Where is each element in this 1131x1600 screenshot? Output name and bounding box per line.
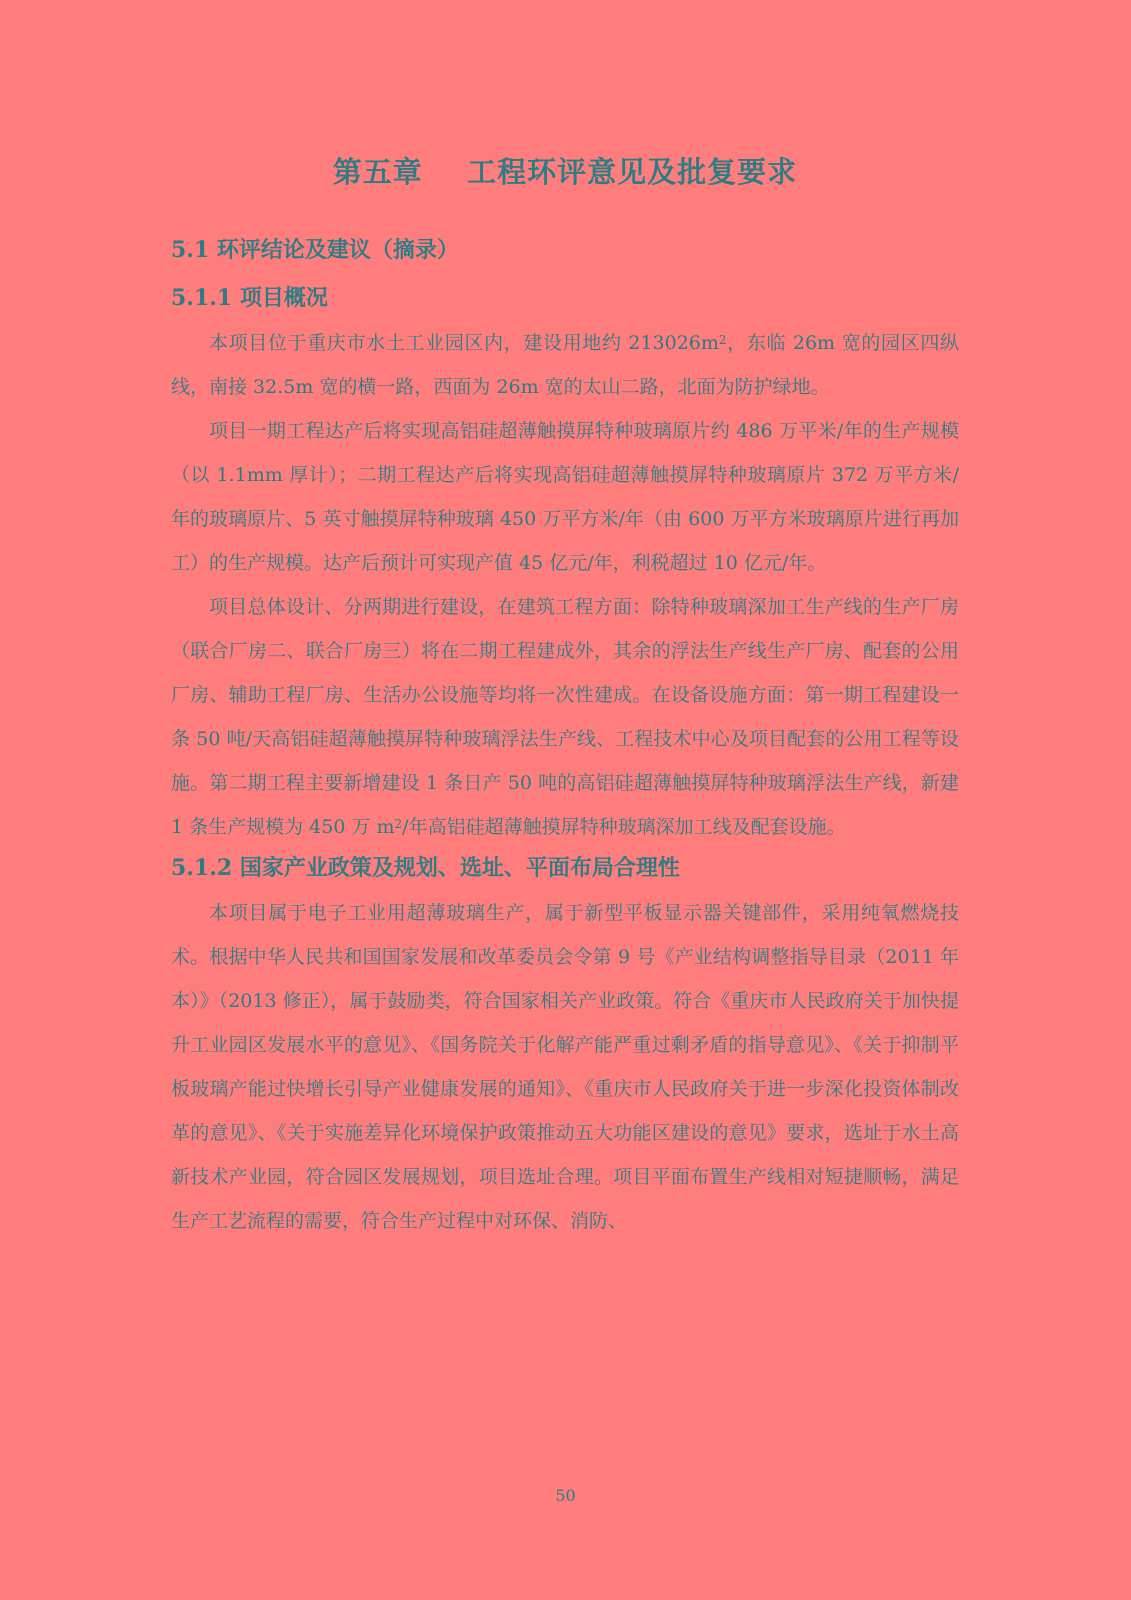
paragraph-construction-text-b: /年高铝硅超薄触摸屏特种玻璃深加工线及配套设施。 (402, 816, 846, 838)
page-number: 50 (555, 1486, 576, 1505)
paragraph-capacity: 项目一期工程达产后将实现高铝硅超薄触摸屏特种玻璃原片约 486 万平米/年的生产规模（以 1.1mm 厚计）；二期工程达产后将实现高铝硅超薄触摸屏特种玻璃原片 372 万平方米/年的玻璃原片、5 英寸触摸屏特种玻璃 450 万平方米/年（由 600 万平方米玻璃原片进行再加工）的生产规模。达产后预计可实现产值 45 亿元/年，利税超过 10 亿元/年。 (171, 420, 959, 574)
paragraph-policy: 本项目属于电子工业用超薄玻璃生产，属于新型平板显示器关键部件，采用纯氧燃烧技术。根据中华人民共和国国家发展和改革委员会令第 9 号《产业结构调整指导目录（2011 年本）》（2013 修正），属于鼓励类，符合国家相关产业政策。符合《重庆市人民政府关于加快提升工业园区发展水平的意见》、《国务院关于化解产能严重过剩矛盾的指导意见》、《关于抑制平板玻璃产能过快增长引导产业健康发展的通知》、《重庆市人民政府关于进一步深化投资体制改革的意见》、《关于实施差异化环境保护政策推动五大功能区建设的意见》要求，选址于水土高新技术产业园，符合园区发展规划，项目选址合理。项目平面布置生产线相对短捷顺畅，满足生产工艺流程的需要，符合生产过程中对环保、消防、 (171, 902, 959, 1232)
section-5-1-2-heading: 5.1.2 国家产业政策及规划、选址、平面布局合理性 (171, 855, 680, 881)
superscript-2: 2 (394, 817, 403, 831)
section-5-1-1-heading: 5.1.1 项目概况 (171, 285, 328, 311)
paragraph-location (171, 321, 959, 409)
superscript-2: 2 (718, 333, 727, 347)
section-5-1-heading: 5.1 环评结论及建议（摘录） (171, 237, 459, 263)
paragraph-location-text-a: 本项目位于重庆市水土工业园区内，建设用地约 213026m (209, 332, 719, 354)
paragraph-location-text-b: ，东临 26m 宽的园区四纵线，南接 32.5m 宽的横一路，西面为 26m 宽的太山二路，北面为防护绿地。 (171, 332, 959, 398)
paragraph-construction-text-a: 项目总体设计、分两期进行建设，在建筑工程方面：除特种玻璃深加工生产线的生产厂房（联合厂房二、联合厂房三）将在二期工程建成外，其余的浮法生产线生产厂房、配套的公用厂房、辅助工程厂房、生活办公设施等均将一次性建成。在设备设施方面：第一期工程建设一条 50 吨/天高铝硅超薄触摸屏特种玻璃浮法生产线、工程技术中心及项目配套的公用工程等设施。第二期工程主要新增建设 1 条日产 50 吨的高铝硅超薄触摸屏特种玻璃浮法生产线，新建 1 条生产规模为 450 万 m (171, 596, 959, 838)
document-page (171, 150, 959, 1243)
paragraph-construction (171, 585, 959, 849)
chapter-title: 第五章 工程环评意见及批复要求 (332, 155, 798, 189)
